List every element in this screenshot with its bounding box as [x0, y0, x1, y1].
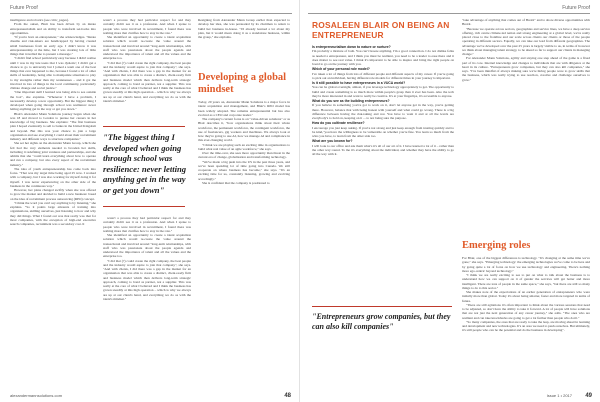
body-paragraph: She set her sights on the Alexander Mann Group, which she felt had the very elements needed to broaden her skills, including it redefining joint ventures and partnerships, and she admits that she "could learn everything about how to operate and run a company, but also every aspect of the recruitment industry.": [10, 141, 96, 167]
left-column-2-continued: [103, 216, 191, 386]
right-column-continued: [462, 256, 590, 386]
qa-answer: I've taken a lot of things from lots of different people and different aspects of my career. If you're going to pick out an individual, having different role models for different times in your journey is important.: [312, 71, 454, 80]
issue-footer: Issue 1 • 2017: [546, 393, 572, 398]
qa-question: How do you cultivate resilience?: [312, 121, 365, 126]
qa-answer: I encourage you just keep asking. If you're not strong and just keep enough from trusting quickly and to be kind,"you have the willingness to be vulnerable on whether you're fine. You learn so much from the wins you have, to learn from the other side too.: [312, 125, 454, 138]
header-rule: [10, 13, 292, 14]
body-paragraph: wasn't a process they had particular respect for and they certainly didn't see it as a profession. And when I spoke to people who were involved in recruitment, I found there was nothing more that clarifies how to stay in the role.": [103, 216, 191, 233]
running-header-right: Future Proof: [562, 5, 590, 11]
body-paragraph: Over the time-over, she sees more opportunity than threat in the current era of change, globalisation and transforming technology.: [198, 151, 290, 160]
pullquote-rule-top: [103, 126, 185, 127]
body-paragraph: intelligence and robotics (see critic_pages).: [10, 18, 69, 22]
body-paragraph: "take advantage of anything that comes out of Brexit" and to shore diverse opportunities with Brexit.: [462, 18, 590, 27]
body-paragraph: Blair's Alexander Mann Solutions journey began when she was 18 and moved to London to pursue her careers in her knowledge of big business. She explains: "The first business plan I hoped eventually to sell to banks in the United Kingdom and beyond. But this was your chance to join a large organisation and see everything I could about their recruitment industry and different ways to structure companies.": [10, 111, 96, 141]
body-paragraph: "I think we are playing such an exciting time in organisations to build what real value of an agile workforce," she says.: [198, 142, 290, 151]
left-column-1: [10, 18, 96, 386]
body-paragraph: "Because we operate across sectors, geographies and service lines, we have a deep service offering, rich centre climate-led nation and strong engineering at a global level, we've really placed close to the frontline and our scale across clients our clients or those of the people operating in different sectors. Equally, we can take our lead from different geographies. The advantage we've developed over the past 25 years is largely visible to us, in terms of however we think about managing talent strategy, to be ahead so far to support our clients in managing change.": [462, 26, 590, 56]
body-paragraph: Resigning from Alexander Mann Group earlier than expected to develop her idea, she was persuaded by its chairman to return to build her business in-house. "I'd already learned a lot about my plan, but it would mean doing it as a standalone business, within the group," she explains.: [198, 18, 290, 39]
pullquote-rule-bottom: [103, 206, 185, 207]
right-column: [462, 18, 590, 236]
body-paragraph: "One important skill I learned was being able to see outside the box", she explains. "Whenever I have a problem, I necessarily develop a new opportunity. But the biggest thing I developed when going through school was resilience: never letting anything get in the way or get you down.": [10, 90, 96, 112]
page-number-left: 48: [284, 393, 291, 399]
body-paragraph: "I think we are really exciting to see to put on what to talk about the business is to understand how we can support on it of gender the services will get better and more intelligent. There are tons of people in the same space," she says, "but there are still so many things to do to this sector.": [462, 273, 590, 290]
header-rule-right: [308, 13, 590, 14]
body-paragraph: "I did that (?) could create the right company, the best people and the industry would aspire to join that company", she says. "And with clients, I did there was a gap in the market for an organisation that was able to create a distinct, client-ready firm and business model which then delivers long-term strategic approach, coming to bond as partner, not a supplier. This was really at the core of what I believed and I think the business has grown steadily at this high operation – which is why we always are up at our client's hand, and everything we do as with the talent's mindset.": [103, 258, 191, 301]
body-paragraph: However, her plans changed swiftly when she was offered to grow the market and decided to build a new business: based on the idea of recruitment process outsourcing (RPO) concept.: [10, 188, 96, 201]
body-paragraph: "There are still agitations it's often important to think about the various sessions that need to be adjusted, so don't have the ability to take it forward. A lot of people will have solutions that are not just the next generation of any career journey," she adds. "The ones who are resilient and can take knockbacks are going to get a lot further than people who don't.": [462, 302, 590, 320]
page-number-right: 49: [585, 393, 592, 399]
body-paragraph: "If you're born an entrepreneur," she acknowledges. "Innate dreams and risk-takers are handicapped by having created small businesses from an early age. I didn't know it was entrepreneurship at the time, but I was creating lots of little things that travelled me to present a message.": [10, 35, 96, 56]
qa-answer: If you believe in something you've got to work on it, don't let anyone get in the way, you're getting there. However, balance that with being honest with yourself and what could go wrong. There is a big difference between having the risk-taking and not. You have to want it and at all the levels are everybody's to hold on, keeping on it ... to not being sure the purpose.: [312, 103, 454, 120]
pullquote: "The biggest thing I developed when going through school was resilience: never letting anything get in the way or get you down": [103, 132, 187, 195]
left-column-3-continued: [198, 100, 290, 386]
body-paragraph: She identified an opportunity to create a talent acquisition solution which would re-create the value around the transactional and involved around "long-term relationships, with staff who was passionate about the people agenda and understood the importance of talent and all the values and the enterprise too.: [103, 233, 191, 259]
qa-answer: I will look to our office and ask them what's it's all of our art of it. I have learned a lot of it – rather than the other way round. To me it's everything about the individual, and whether they have the ability to go all the way with it.: [312, 143, 454, 156]
body-paragraph: "We've made a big push into the US in the past three years, and we've been spending lot of time going into Canada. We still cooperate on where business has become," she says. "It's an exciting time for us, constantly listening, growing and evolving accordingly.": [198, 159, 290, 181]
left-column-3: [198, 18, 290, 68]
qa-question: Is entrepreneurialism down to nature or nurture?: [312, 45, 391, 49]
body-paragraph: "I think the word you can't say anything is by listening," she explains. "So it points large amounts of training into organisations, skilling ourselves, just listening to how and why they did things. What I found out was that really was that for most companies, with the exception of high-end executive search companies, recruitment was a secondary cost. It: [10, 200, 96, 226]
subhead-emerging-roles: Emerging roles: [462, 240, 531, 251]
body-paragraph: The company's current focus is on "value-driven solutions" or as Blair describes it, "how organisations think about their whole workforce, the permanent workforce, the contingent workforce, the use of freelancers, gig workers and machines. We always look at how they're going to use AI, how we manage AI and compliance in this ever-changing world.: [198, 117, 290, 143]
body-paragraph: "So many companies, the ones that are ready to take the leap, are moving ahead in learning and development and new technologies. It's an area we need to push ourselves. But ultimately, it's still people who can be the potential and do the business in developing".: [462, 319, 590, 333]
body-paragraph: From the outset, Blair has been driven by an innate entrepreneurialism and an ability to transform set-backs into opportunities.: [10, 22, 96, 35]
running-header-left: Future Proof: [10, 5, 38, 11]
website-footer: alexandermannsolutions.com: [10, 393, 63, 398]
body-paragraph: For Alexander Mann Solutions, agility and staying one step ahead of the game is a fixed part of its core. Internal knowledge and changes to individuals that are with diligence at the heart in its culture. "Entrepreneurs grow companies, but they can also kill companies," she says. "I've been mindful of always making sure we're hiring people were to grow skills that the business, which was really trying to use reaction, creative and challenge ourselves to grow.": [462, 56, 590, 82]
body-paragraph: Today, 20 years on, Alexander Mann Solutions is a major force in talent acquisition and management, and Blair's RPO model has been widely adopted. She remains entrepreneurial but has also evolved as a CEO and corporate leader.": [198, 100, 290, 117]
body-paragraph: wasn't a process they had particular respect for and they certainly didn't see it as a profession. And when I spoke to people who were involved in recruitment, I found there was nothing more that clarifies how to stay in the role.": [103, 18, 191, 35]
body-paragraph: "I did that (?) could create the right company, the best people and the industry would aspire to join that company", she says. "And with clients, I did there was a gap in the market for an organisation that was able to create a distinct, client-ready firm and business model which then delivers long-term strategic approach, coming to bond as partner, not a supplier. This was really at the core of what I believed and I think the business has grown steadily at this high operation – which is why we always are up at our client's hand, and everything we do as with the talent's mindset.": [103, 60, 191, 103]
bottom-quote-rule: [312, 306, 452, 307]
qa-question: What do you see as the building entrepreneurs?: [312, 99, 390, 103]
body-paragraph: She makes note of the expectations of an earlier generation of entrepreneurs who were initially more than global. Today it's about being smarter, faster and more targeted in terms of future.: [462, 290, 590, 303]
qa-box: [312, 44, 454, 302]
qa-answer: You can be global overnight, almost, if you leverage technology appropriately to get. The opportunity to build and create something is so much more within people's grasp than it ever has been. Also the tech they're more interested in and want to really be creative. It's at your fingertips, it's accessible to anyone.: [312, 85, 454, 98]
right-page: [300, 0, 600, 402]
sidebar-headline: ROSALEEN BLAIR ON BEING AN ENTREPRENEUR: [312, 20, 450, 40]
bottom-pullquote: "Entrepreneurs grow companies, but they can also kill companies": [312, 312, 451, 331]
qa-question: Which of your personal role model?: [312, 67, 370, 72]
body-paragraph: For Blair, one of the biggest differences is technology. "It's changing at the same time we've gone," she says. "Emerging technology: the emerging technologies we've come to be here and by going quite a lot of focus on how we use technology and engineering. There's nothing more ego-centric beyond technology.": [462, 256, 590, 273]
body-paragraph: The idea of youth entrepreneurship has come back into focus. "That was my target time being aged 25 now. I worked with a company, but I was also working for myself doing it for myself. I was never experiencing on the other side of the business in the continuous way.": [10, 166, 96, 188]
left-column-2: [103, 18, 191, 118]
body-paragraph: "I didn't find school particularly easy because I didn't realise until I was in my late teens that I was dyslexic; I didn't get a chance to go to university but I joined a team one of the best things that ever happened to me, because I found a lot of other skills of leadership, being able to manipulate situations to play to my strengths rather than my weaknesses – and it got me involved in lots of things in the local community, particularly climate change and social justice.": [10, 56, 96, 90]
qa-question: What are you known for?: [312, 139, 353, 144]
body-paragraph: She identified an opportunity to create a talent acquisition solution which would re-create the value around the transactional and involved around "long-term relationships, with staff who was passionate about the people agenda and understood the importance of talent and all the values and the enterprise too.: [103, 35, 191, 61]
subhead-global-mindset: Developing a global mindset: [198, 72, 287, 95]
qa-answer: I'm probably a mixture of both. You can't breeze anything. I'm a good connection. I do not dislike folks as needed a entrepreneur, and I think you must be resilient, you need to be a leader to ease there and it does matter to see real value. I think it's important to be able to inspire and bring the right people on board to go on the journey with you.: [312, 49, 454, 66]
qa-question: Is it still possible to have entrepreneurs in a VUCA world?: [312, 81, 406, 85]
body-paragraph: She is confident that the company is positioned to: [202, 180, 270, 185]
